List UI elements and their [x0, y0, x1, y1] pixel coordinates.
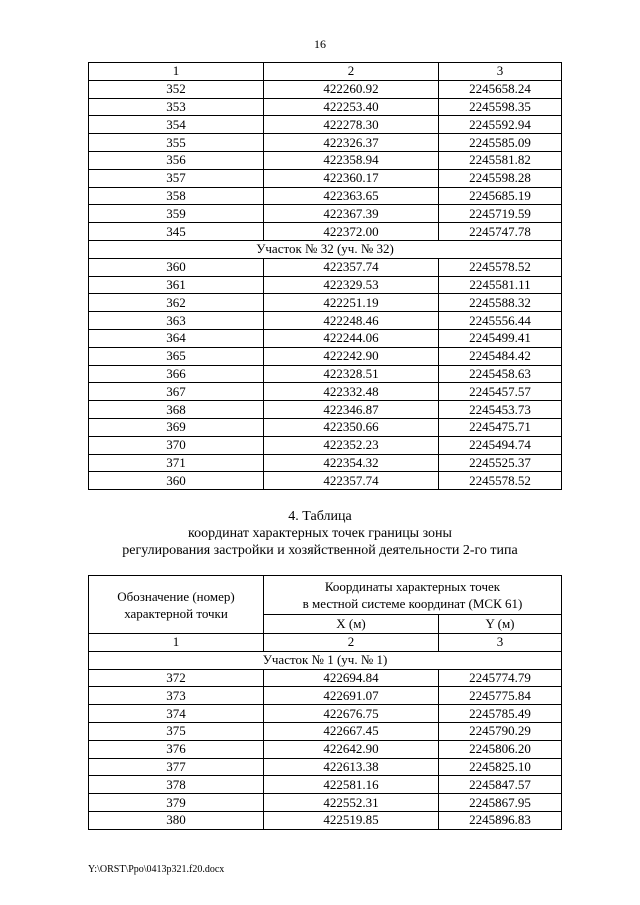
x-coordinate-cell: 422328.51	[264, 365, 439, 383]
x-coordinate-cell: 422642.90	[264, 740, 439, 758]
x-coordinate-cell: 422251.19	[264, 294, 439, 312]
table-row	[89, 705, 562, 723]
point-number-cell: 374	[89, 705, 264, 723]
section-label: Участок № 1 (уч. № 1)	[89, 651, 562, 669]
header-line: Координаты характерных точек	[324, 579, 501, 594]
y-coordinate-cell: 2245588.32	[439, 294, 562, 312]
point-number-cell: 370	[89, 436, 264, 454]
column-number-cell: 3	[439, 63, 562, 81]
x-coordinate-cell: 422676.75	[264, 705, 439, 723]
point-number-cell: 366	[89, 365, 264, 383]
section-row	[89, 240, 562, 258]
y-coordinate-cell: 2245453.73	[439, 401, 562, 419]
y-coordinate-cell: 2245585.09	[439, 134, 562, 152]
y-coordinate-cell: 2245658.24	[439, 80, 562, 98]
y-coordinate-cell: 2245806.20	[439, 740, 562, 758]
point-number-cell: 367	[89, 383, 264, 401]
x-coordinate-cell: 422367.39	[264, 205, 439, 223]
point-number-cell: 378	[89, 776, 264, 794]
y-coordinate-cell: 2245556.44	[439, 312, 562, 330]
table-heading-title: 4. Таблица	[288, 509, 352, 524]
table-heading-subtitle: регулирования застройки и хозяйственной деятельности 2-го типа	[122, 543, 518, 558]
table-row	[89, 347, 562, 365]
x-coordinate-cell: 422694.84	[264, 669, 439, 687]
table-row	[89, 205, 562, 223]
y-coordinate-cell: 2245719.59	[439, 205, 562, 223]
x-coordinate-cell: 422332.48	[264, 383, 439, 401]
y-coordinate-cell: 2245592.94	[439, 116, 562, 134]
table-row	[89, 98, 562, 116]
x-coordinate-cell: 422346.87	[264, 401, 439, 419]
table-row	[89, 383, 562, 401]
y-coordinate-cell: 2245598.35	[439, 98, 562, 116]
header-line: в местной системе координат (МСК 61)	[302, 596, 523, 611]
y-coordinate-cell: 2245578.52	[439, 258, 562, 276]
x-coordinate-cell: 422357.74	[264, 472, 439, 490]
point-number-cell: 379	[89, 794, 264, 812]
y-coordinate-cell: 2245458.63	[439, 365, 562, 383]
coordinates-header	[264, 576, 562, 615]
x-coordinate-cell: 422242.90	[264, 347, 439, 365]
point-number-cell: 352	[89, 80, 264, 98]
column-number-cell: 1	[89, 63, 264, 81]
point-number-cell: 357	[89, 169, 264, 187]
x-coordinate-cell: 422519.85	[264, 811, 439, 829]
table-row	[89, 776, 562, 794]
page-number: 16	[314, 37, 326, 51]
table-row	[89, 276, 562, 294]
x-coordinate-cell: 422278.30	[264, 116, 439, 134]
x-coordinate-cell: 422354.32	[264, 454, 439, 472]
document-file-path: Y:\ORST\Ppo\0413p321.f20.docx	[88, 864, 225, 875]
header-line: Обозначение (номер)	[117, 588, 235, 604]
x-coordinate-cell: 422253.40	[264, 98, 439, 116]
table-row	[89, 436, 562, 454]
y-coordinate-cell: 2245475.71	[439, 418, 562, 436]
table-row	[89, 116, 562, 134]
table-row	[89, 418, 562, 436]
y-coordinate-cell: 2245457.57	[439, 383, 562, 401]
column-number-cell: 3	[439, 634, 562, 652]
x-header: X (м)	[264, 615, 439, 634]
table-row	[89, 294, 562, 312]
x-coordinate-cell: 422350.66	[264, 418, 439, 436]
x-coordinate-cell: 422326.37	[264, 134, 439, 152]
table-4-heading	[0, 508, 640, 559]
point-designation-header	[89, 576, 264, 634]
x-coordinate-cell: 422613.38	[264, 758, 439, 776]
table-row	[89, 169, 562, 187]
table-header-row	[89, 576, 562, 615]
x-coordinate-cell: 422372.00	[264, 223, 439, 241]
table-row	[89, 758, 562, 776]
table-heading-subtitle: координат характерных точек границы зоны	[188, 526, 452, 541]
x-coordinate-cell: 422357.74	[264, 258, 439, 276]
table-row	[89, 687, 562, 705]
table-row	[89, 722, 562, 740]
point-number-cell: 362	[89, 294, 264, 312]
point-number-cell: 373	[89, 687, 264, 705]
x-coordinate-cell: 422244.06	[264, 329, 439, 347]
table-row	[89, 740, 562, 758]
point-number-cell: 380	[89, 811, 264, 829]
table-row	[89, 794, 562, 812]
y-coordinate-cell: 2245847.57	[439, 776, 562, 794]
x-coordinate-cell: 422363.65	[264, 187, 439, 205]
x-coordinate-cell: 422358.94	[264, 151, 439, 169]
point-number-cell: 363	[89, 312, 264, 330]
y-coordinate-cell: 2245685.19	[439, 187, 562, 205]
point-number-cell: 372	[89, 669, 264, 687]
table-row	[89, 223, 562, 241]
point-number-cell: 376	[89, 740, 264, 758]
x-coordinate-cell: 422667.45	[264, 722, 439, 740]
y-coordinate-cell: 2245598.28	[439, 169, 562, 187]
point-number-cell: 355	[89, 134, 264, 152]
point-number-cell: 353	[89, 98, 264, 116]
point-number-cell: 356	[89, 151, 264, 169]
point-number-cell: 368	[89, 401, 264, 419]
table-row	[89, 329, 562, 347]
header-line: характерной точки	[124, 605, 228, 621]
table-row	[89, 811, 562, 829]
section-row	[89, 651, 562, 669]
point-number-cell: 361	[89, 276, 264, 294]
y-coordinate-cell: 2245525.37	[439, 454, 562, 472]
x-coordinate-cell: 422260.92	[264, 80, 439, 98]
point-number-cell: 369	[89, 418, 264, 436]
point-number-cell: 358	[89, 187, 264, 205]
y-coordinate-cell: 2245774.79	[439, 669, 562, 687]
x-coordinate-cell: 422352.23	[264, 436, 439, 454]
point-number-cell: 360	[89, 472, 264, 490]
section-label: Участок № 32 (уч. № 32)	[89, 240, 562, 258]
y-header: Y (м)	[439, 615, 562, 634]
point-number-cell: 375	[89, 722, 264, 740]
x-coordinate-cell: 422248.46	[264, 312, 439, 330]
point-number-cell: 365	[89, 347, 264, 365]
y-coordinate-cell: 2245896.83	[439, 811, 562, 829]
x-coordinate-cell: 422581.16	[264, 776, 439, 794]
y-coordinate-cell: 2245499.41	[439, 329, 562, 347]
column-number-cell: 2	[264, 63, 439, 81]
coordinates-table-continued	[88, 62, 562, 490]
y-coordinate-cell: 2245867.95	[439, 794, 562, 812]
table-row	[89, 365, 562, 383]
table-row	[89, 80, 562, 98]
point-number-cell: 360	[89, 258, 264, 276]
table-row	[89, 151, 562, 169]
table-row	[89, 312, 562, 330]
x-coordinate-cell: 422691.07	[264, 687, 439, 705]
y-coordinate-cell: 2245484.42	[439, 347, 562, 365]
table-row	[89, 472, 562, 490]
point-number-cell: 345	[89, 223, 264, 241]
point-number-cell: 377	[89, 758, 264, 776]
y-coordinate-cell: 2245578.52	[439, 472, 562, 490]
table-row	[89, 187, 562, 205]
table-row	[89, 669, 562, 687]
table-row	[89, 258, 562, 276]
table-row	[89, 401, 562, 419]
y-coordinate-cell: 2245775.84	[439, 687, 562, 705]
point-number-cell: 354	[89, 116, 264, 134]
point-number-cell: 359	[89, 205, 264, 223]
y-coordinate-cell: 2245747.78	[439, 223, 562, 241]
column-number-row	[89, 63, 562, 81]
x-coordinate-cell: 422552.31	[264, 794, 439, 812]
point-number-cell: 364	[89, 329, 264, 347]
point-number-cell: 371	[89, 454, 264, 472]
column-number-cell: 1	[89, 634, 264, 652]
y-coordinate-cell: 2245494.74	[439, 436, 562, 454]
y-coordinate-cell: 2245825.10	[439, 758, 562, 776]
table-row	[89, 454, 562, 472]
x-coordinate-cell: 422329.53	[264, 276, 439, 294]
y-coordinate-cell: 2245581.82	[439, 151, 562, 169]
y-coordinate-cell: 2245785.49	[439, 705, 562, 723]
y-coordinate-cell: 2245581.11	[439, 276, 562, 294]
column-number-cell: 2	[264, 634, 439, 652]
x-coordinate-cell: 422360.17	[264, 169, 439, 187]
column-number-row	[89, 634, 562, 652]
table-row	[89, 134, 562, 152]
coordinates-table-4	[88, 575, 562, 830]
y-coordinate-cell: 2245790.29	[439, 722, 562, 740]
